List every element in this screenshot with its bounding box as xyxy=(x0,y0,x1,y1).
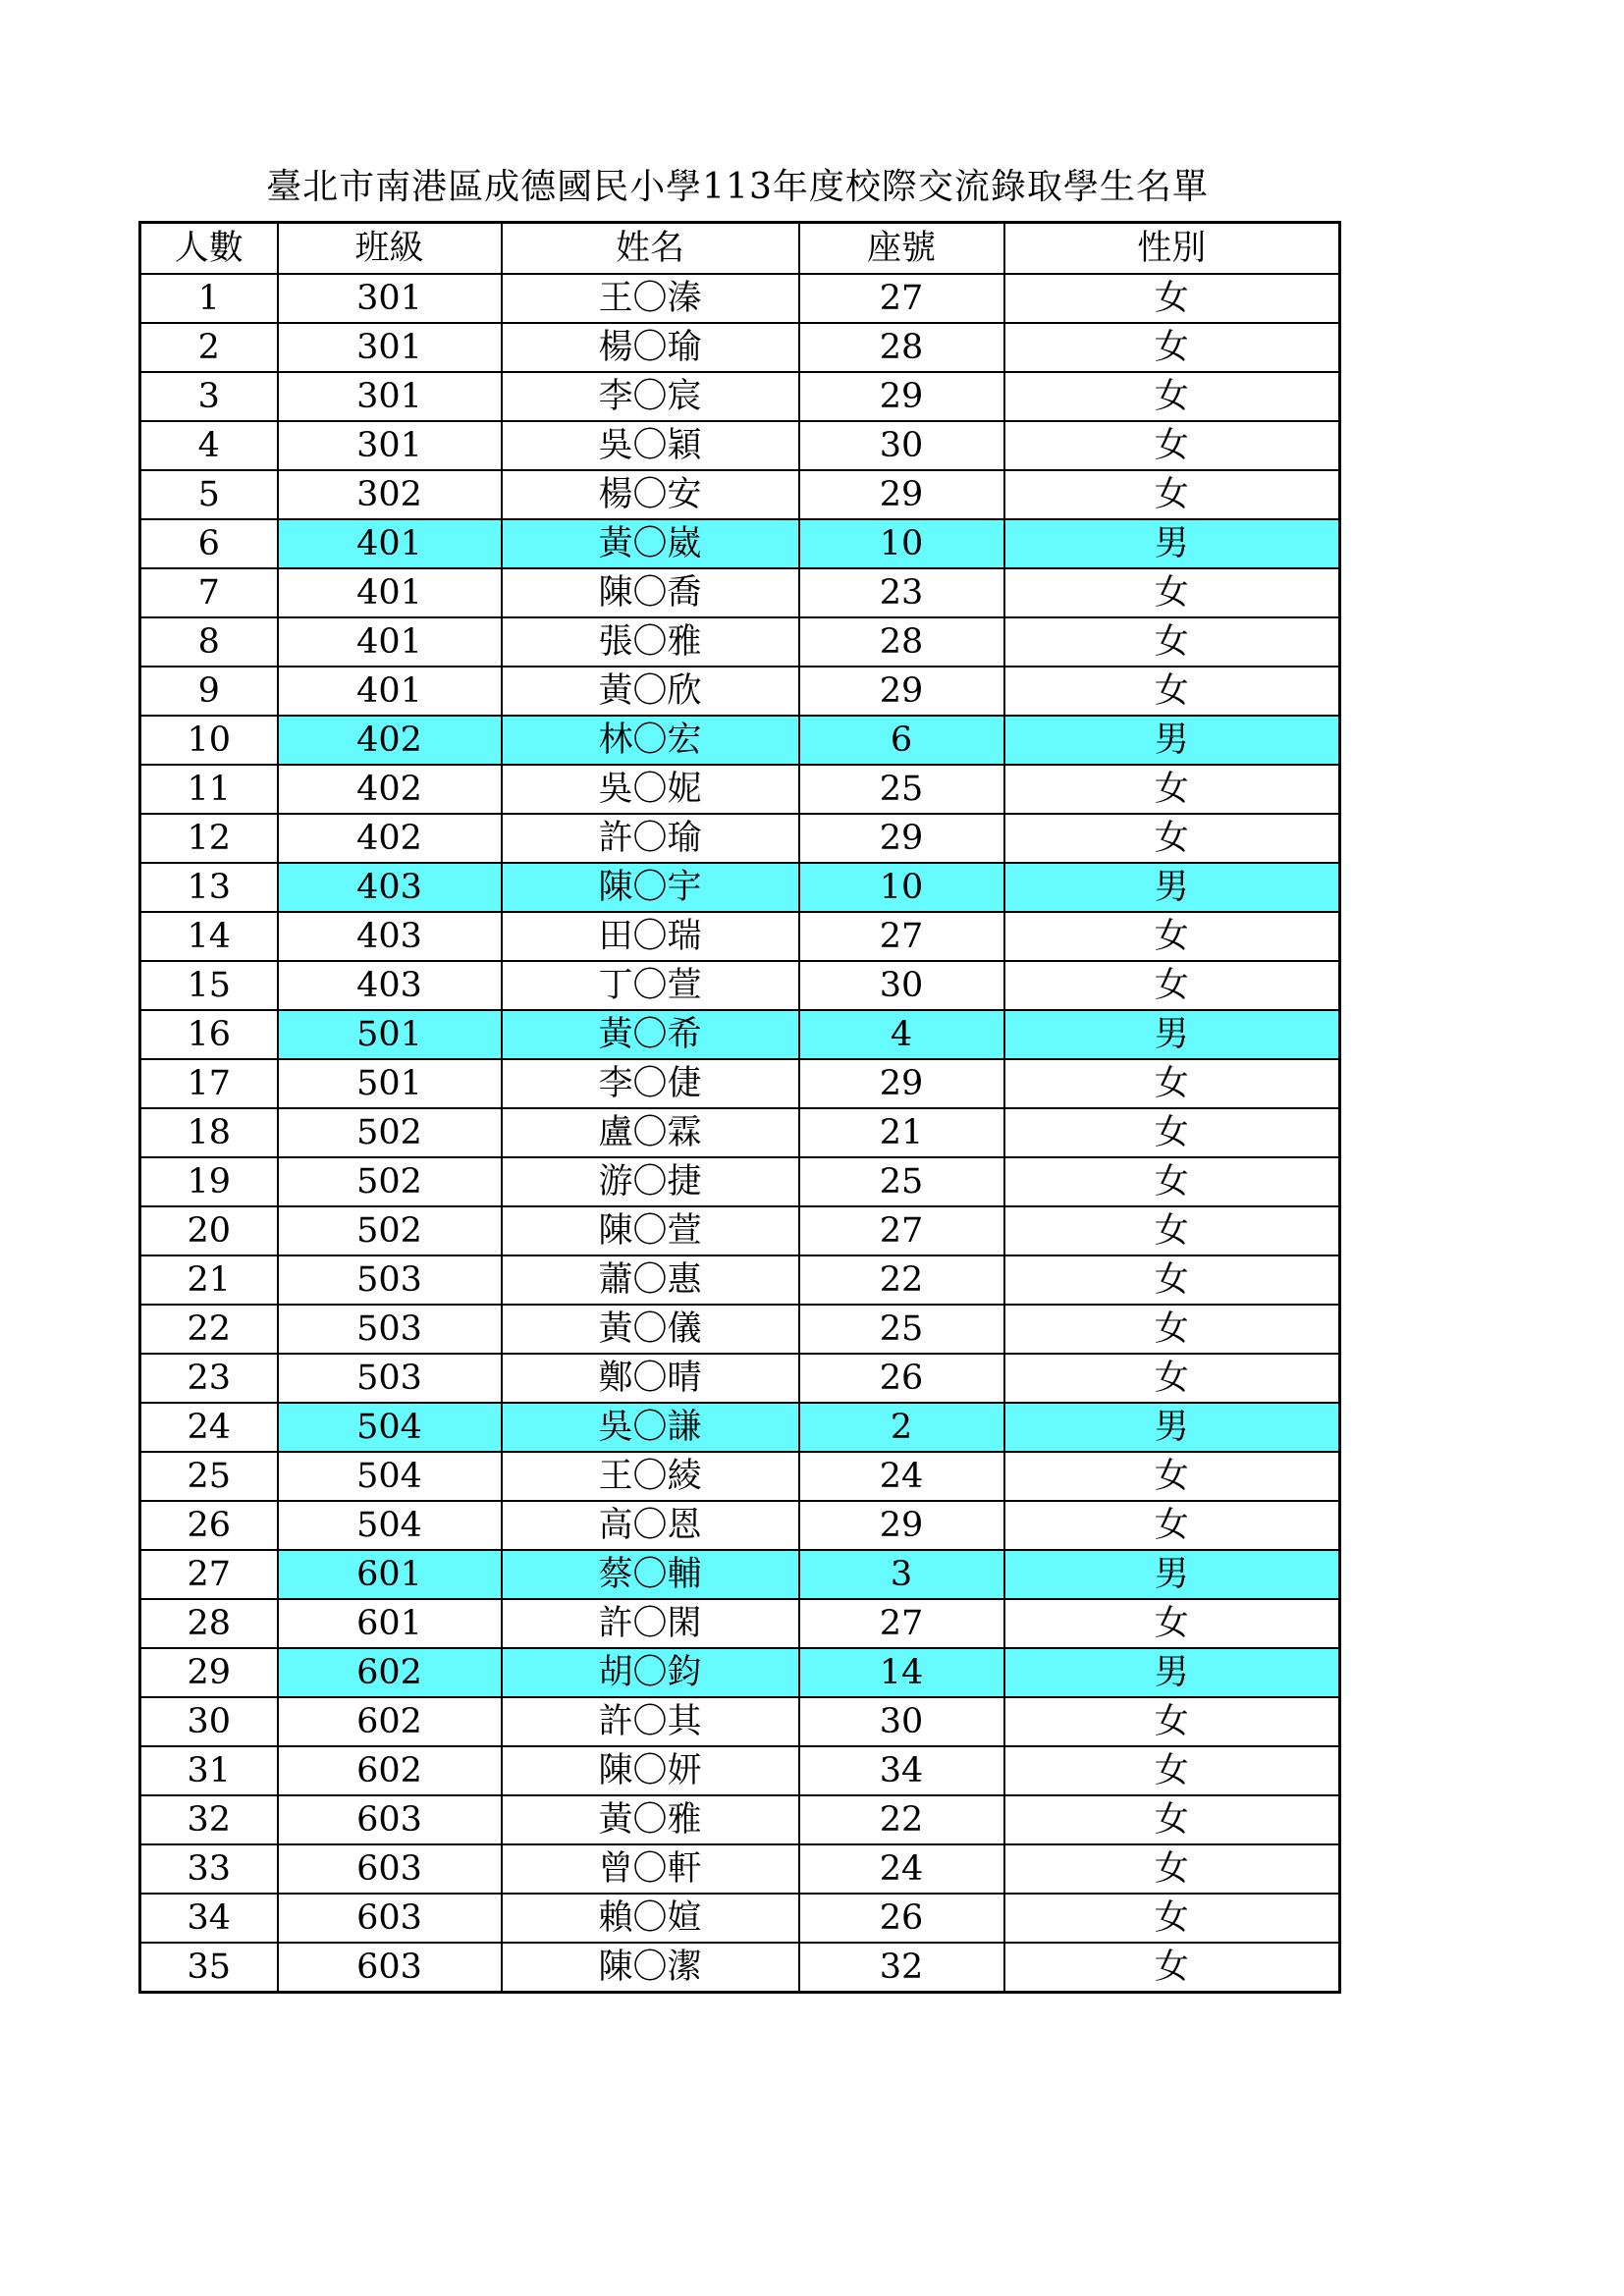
cell-class: 401 xyxy=(278,519,502,568)
cell-name: 楊〇瑜 xyxy=(502,323,799,372)
table-row xyxy=(140,1501,1340,1550)
cell-seat: 30 xyxy=(799,961,1004,1010)
cell-class: 501 xyxy=(278,1059,502,1108)
cell-gender: 男 xyxy=(1004,863,1340,912)
cell-seat: 21 xyxy=(799,1108,1004,1157)
cell-name: 丁〇萱 xyxy=(502,961,799,1010)
cell-seat: 26 xyxy=(799,1894,1004,1943)
cell-class: 402 xyxy=(278,765,502,814)
cell-class: 403 xyxy=(278,863,502,912)
cell-class: 603 xyxy=(278,1943,502,1993)
table-row xyxy=(140,274,1340,323)
cell-seat: 24 xyxy=(799,1844,1004,1894)
cell-count: 6 xyxy=(140,519,278,568)
header-count: 人數 xyxy=(140,223,278,275)
cell-count: 23 xyxy=(140,1354,278,1403)
cell-class: 301 xyxy=(278,274,502,323)
cell-seat: 22 xyxy=(799,1795,1004,1844)
cell-seat: 4 xyxy=(799,1010,1004,1059)
cell-class: 603 xyxy=(278,1894,502,1943)
cell-class: 504 xyxy=(278,1403,502,1452)
cell-class: 503 xyxy=(278,1305,502,1354)
table-row xyxy=(140,1157,1340,1206)
cell-gender: 女 xyxy=(1004,667,1340,716)
cell-class: 602 xyxy=(278,1648,502,1697)
table-row xyxy=(140,814,1340,863)
cell-class: 402 xyxy=(278,814,502,863)
cell-count: 8 xyxy=(140,617,278,667)
cell-seat: 10 xyxy=(799,863,1004,912)
table-row xyxy=(140,470,1340,519)
cell-gender: 女 xyxy=(1004,1255,1340,1305)
cell-gender: 女 xyxy=(1004,1894,1340,1943)
cell-count: 16 xyxy=(140,1010,278,1059)
cell-name: 游〇捷 xyxy=(502,1157,799,1206)
table-row xyxy=(140,323,1340,372)
cell-gender: 女 xyxy=(1004,1108,1340,1157)
cell-class: 301 xyxy=(278,372,502,421)
cell-name: 蕭〇惠 xyxy=(502,1255,799,1305)
cell-gender: 女 xyxy=(1004,765,1340,814)
cell-seat: 27 xyxy=(799,1599,1004,1648)
cell-count: 25 xyxy=(140,1452,278,1501)
table-row xyxy=(140,1108,1340,1157)
cell-name: 陳〇喬 xyxy=(502,568,799,617)
table-row xyxy=(140,1403,1340,1452)
cell-class: 602 xyxy=(278,1746,502,1795)
cell-seat: 27 xyxy=(799,1206,1004,1255)
cell-name: 吳〇妮 xyxy=(502,765,799,814)
cell-name: 黃〇崴 xyxy=(502,519,799,568)
table-row xyxy=(140,716,1340,765)
cell-gender: 女 xyxy=(1004,323,1340,372)
table-row xyxy=(140,1452,1340,1501)
table-row xyxy=(140,1255,1340,1305)
cell-seat: 24 xyxy=(799,1452,1004,1501)
cell-class: 502 xyxy=(278,1157,502,1206)
cell-count: 5 xyxy=(140,470,278,519)
table-row xyxy=(140,1795,1340,1844)
cell-gender: 女 xyxy=(1004,274,1340,323)
cell-seat: 10 xyxy=(799,519,1004,568)
cell-name: 吳〇謙 xyxy=(502,1403,799,1452)
cell-seat: 30 xyxy=(799,421,1004,470)
header-seat: 座號 xyxy=(799,223,1004,275)
cell-seat: 32 xyxy=(799,1943,1004,1993)
cell-name: 王〇綾 xyxy=(502,1452,799,1501)
cell-count: 11 xyxy=(140,765,278,814)
cell-count: 31 xyxy=(140,1746,278,1795)
cell-count: 14 xyxy=(140,912,278,961)
cell-gender: 男 xyxy=(1004,1648,1340,1697)
cell-seat: 14 xyxy=(799,1648,1004,1697)
cell-seat: 29 xyxy=(799,667,1004,716)
cell-class: 504 xyxy=(278,1501,502,1550)
cell-seat: 34 xyxy=(799,1746,1004,1795)
cell-count: 33 xyxy=(140,1844,278,1894)
table-row xyxy=(140,617,1340,667)
cell-class: 302 xyxy=(278,470,502,519)
table-row xyxy=(140,519,1340,568)
table-header-row xyxy=(140,223,1340,275)
table-row xyxy=(140,1206,1340,1255)
header-name: 姓名 xyxy=(502,223,799,275)
table-body xyxy=(140,274,1340,1993)
cell-name: 黃〇雅 xyxy=(502,1795,799,1844)
cell-count: 27 xyxy=(140,1550,278,1599)
cell-gender: 女 xyxy=(1004,1599,1340,1648)
cell-seat: 27 xyxy=(799,274,1004,323)
cell-name: 曾〇軒 xyxy=(502,1844,799,1894)
cell-class: 503 xyxy=(278,1354,502,1403)
cell-count: 7 xyxy=(140,568,278,617)
cell-count: 35 xyxy=(140,1943,278,1993)
cell-seat: 29 xyxy=(799,1501,1004,1550)
table-row xyxy=(140,1648,1340,1697)
cell-seat: 3 xyxy=(799,1550,1004,1599)
cell-seat: 29 xyxy=(799,470,1004,519)
cell-gender: 男 xyxy=(1004,1403,1340,1452)
cell-name: 黃〇儀 xyxy=(502,1305,799,1354)
cell-seat: 29 xyxy=(799,814,1004,863)
cell-gender: 女 xyxy=(1004,1157,1340,1206)
cell-count: 12 xyxy=(140,814,278,863)
cell-count: 2 xyxy=(140,323,278,372)
cell-gender: 女 xyxy=(1004,1795,1340,1844)
table-row xyxy=(140,1550,1340,1599)
cell-name: 許〇閑 xyxy=(502,1599,799,1648)
cell-count: 32 xyxy=(140,1795,278,1844)
cell-name: 陳〇潔 xyxy=(502,1943,799,1993)
cell-class: 403 xyxy=(278,961,502,1010)
cell-gender: 女 xyxy=(1004,617,1340,667)
table-row xyxy=(140,1059,1340,1108)
cell-name: 高〇恩 xyxy=(502,1501,799,1550)
cell-count: 10 xyxy=(140,716,278,765)
cell-seat: 26 xyxy=(799,1354,1004,1403)
cell-class: 602 xyxy=(278,1697,502,1746)
cell-gender: 男 xyxy=(1004,1550,1340,1599)
cell-class: 301 xyxy=(278,323,502,372)
cell-gender: 女 xyxy=(1004,1206,1340,1255)
cell-name: 陳〇妍 xyxy=(502,1746,799,1795)
table-row xyxy=(140,912,1340,961)
cell-name: 陳〇宇 xyxy=(502,863,799,912)
cell-count: 3 xyxy=(140,372,278,421)
cell-name: 許〇瑜 xyxy=(502,814,799,863)
table-row xyxy=(140,1746,1340,1795)
cell-gender: 男 xyxy=(1004,1010,1340,1059)
header-gender: 性別 xyxy=(1004,223,1340,275)
cell-count: 30 xyxy=(140,1697,278,1746)
cell-name: 黃〇欣 xyxy=(502,667,799,716)
cell-gender: 女 xyxy=(1004,814,1340,863)
table-row xyxy=(140,1010,1340,1059)
cell-seat: 2 xyxy=(799,1403,1004,1452)
cell-class: 601 xyxy=(278,1599,502,1648)
cell-count: 19 xyxy=(140,1157,278,1206)
cell-gender: 女 xyxy=(1004,1354,1340,1403)
cell-class: 504 xyxy=(278,1452,502,1501)
cell-seat: 29 xyxy=(799,1059,1004,1108)
cell-name: 張〇雅 xyxy=(502,617,799,667)
cell-gender: 男 xyxy=(1004,716,1340,765)
cell-count: 21 xyxy=(140,1255,278,1305)
cell-name: 李〇倢 xyxy=(502,1059,799,1108)
cell-seat: 25 xyxy=(799,765,1004,814)
cell-name: 盧〇霖 xyxy=(502,1108,799,1157)
table-row xyxy=(140,863,1340,912)
cell-gender: 女 xyxy=(1004,1452,1340,1501)
cell-seat: 27 xyxy=(799,912,1004,961)
cell-class: 301 xyxy=(278,421,502,470)
cell-count: 4 xyxy=(140,421,278,470)
table-row xyxy=(140,1943,1340,1993)
cell-name: 吳〇穎 xyxy=(502,421,799,470)
cell-class: 603 xyxy=(278,1844,502,1894)
cell-count: 9 xyxy=(140,667,278,716)
cell-gender: 男 xyxy=(1004,519,1340,568)
table-row xyxy=(140,1894,1340,1943)
cell-class: 603 xyxy=(278,1795,502,1844)
cell-count: 1 xyxy=(140,274,278,323)
cell-gender: 女 xyxy=(1004,1844,1340,1894)
cell-gender: 女 xyxy=(1004,1501,1340,1550)
cell-seat: 29 xyxy=(799,372,1004,421)
cell-gender: 女 xyxy=(1004,470,1340,519)
cell-gender: 女 xyxy=(1004,421,1340,470)
cell-seat: 28 xyxy=(799,323,1004,372)
cell-class: 401 xyxy=(278,617,502,667)
cell-count: 20 xyxy=(140,1206,278,1255)
cell-seat: 25 xyxy=(799,1157,1004,1206)
cell-count: 17 xyxy=(140,1059,278,1108)
cell-seat: 23 xyxy=(799,568,1004,617)
cell-name: 胡〇鈞 xyxy=(502,1648,799,1697)
table-row xyxy=(140,568,1340,617)
cell-class: 401 xyxy=(278,667,502,716)
table-row xyxy=(140,1599,1340,1648)
cell-count: 28 xyxy=(140,1599,278,1648)
cell-count: 18 xyxy=(140,1108,278,1157)
cell-count: 13 xyxy=(140,863,278,912)
table-row xyxy=(140,1844,1340,1894)
cell-gender: 女 xyxy=(1004,1746,1340,1795)
cell-seat: 6 xyxy=(799,716,1004,765)
cell-name: 黃〇希 xyxy=(502,1010,799,1059)
cell-name: 楊〇安 xyxy=(502,470,799,519)
cell-name: 田〇瑞 xyxy=(502,912,799,961)
cell-count: 26 xyxy=(140,1501,278,1550)
cell-class: 502 xyxy=(278,1206,502,1255)
cell-seat: 28 xyxy=(799,617,1004,667)
cell-count: 22 xyxy=(140,1305,278,1354)
cell-name: 許〇其 xyxy=(502,1697,799,1746)
cell-class: 401 xyxy=(278,568,502,617)
cell-name: 蔡〇輔 xyxy=(502,1550,799,1599)
cell-gender: 女 xyxy=(1004,961,1340,1010)
cell-name: 林〇宏 xyxy=(502,716,799,765)
admission-table xyxy=(138,221,1341,1994)
table-row xyxy=(140,765,1340,814)
cell-gender: 女 xyxy=(1004,372,1340,421)
cell-count: 34 xyxy=(140,1894,278,1943)
cell-seat: 25 xyxy=(799,1305,1004,1354)
cell-class: 601 xyxy=(278,1550,502,1599)
table-row xyxy=(140,421,1340,470)
cell-count: 24 xyxy=(140,1403,278,1452)
table-row xyxy=(140,1697,1340,1746)
cell-gender: 女 xyxy=(1004,1059,1340,1108)
cell-class: 501 xyxy=(278,1010,502,1059)
cell-name: 李〇宸 xyxy=(502,372,799,421)
header-class: 班級 xyxy=(278,223,502,275)
cell-name: 鄭〇晴 xyxy=(502,1354,799,1403)
table-row xyxy=(140,1305,1340,1354)
table-row xyxy=(140,1354,1340,1403)
table-row xyxy=(140,667,1340,716)
cell-gender: 女 xyxy=(1004,568,1340,617)
cell-count: 15 xyxy=(140,961,278,1010)
cell-class: 503 xyxy=(278,1255,502,1305)
cell-name: 王〇溱 xyxy=(502,274,799,323)
cell-class: 502 xyxy=(278,1108,502,1157)
cell-seat: 30 xyxy=(799,1697,1004,1746)
cell-count: 29 xyxy=(140,1648,278,1697)
cell-name: 賴〇媗 xyxy=(502,1894,799,1943)
cell-name: 陳〇萱 xyxy=(502,1206,799,1255)
table-row xyxy=(140,961,1340,1010)
cell-seat: 22 xyxy=(799,1255,1004,1305)
table-row xyxy=(140,372,1340,421)
cell-gender: 女 xyxy=(1004,1943,1340,1993)
cell-gender: 女 xyxy=(1004,1305,1340,1354)
cell-class: 403 xyxy=(278,912,502,961)
cell-class: 402 xyxy=(278,716,502,765)
cell-gender: 女 xyxy=(1004,912,1340,961)
cell-gender: 女 xyxy=(1004,1697,1340,1746)
document-title: 臺北市南港區成德國民小學113年度校際交流錄取學生名單 xyxy=(266,167,1209,207)
